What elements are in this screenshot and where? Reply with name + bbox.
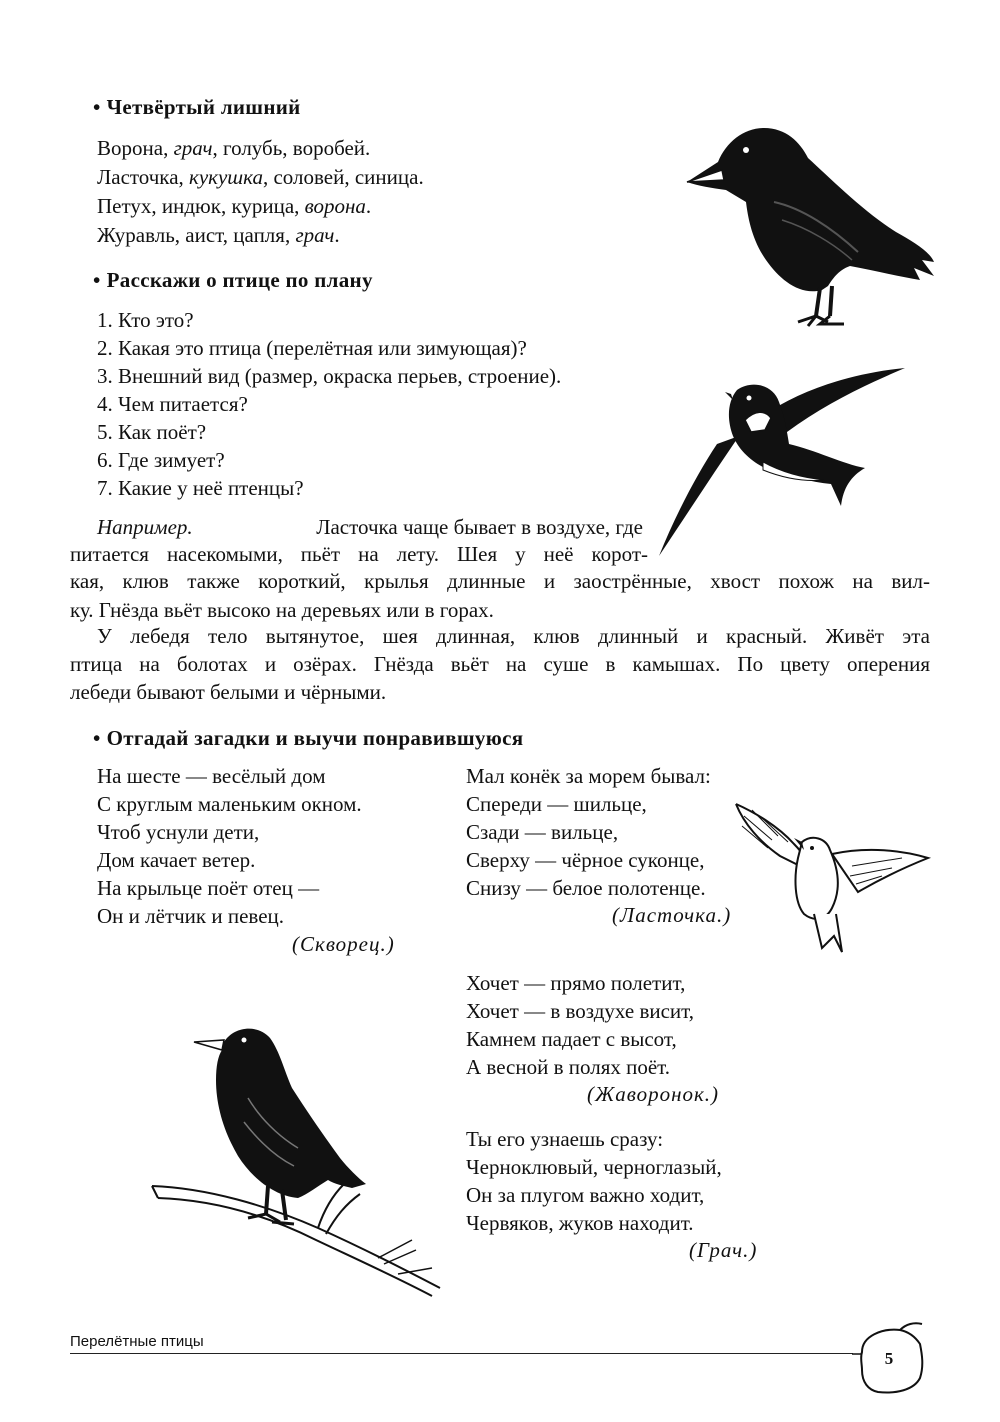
riddle-answer: (Скворец.) — [292, 932, 395, 956]
row-text: Журавль, аист, цапля, — [97, 223, 296, 247]
heading-text: Четвёртый лишний — [106, 95, 301, 119]
swallow-icon — [655, 366, 915, 561]
plan-item: 1. Кто это? — [97, 308, 194, 332]
odd-word: ворона — [304, 194, 366, 218]
riddle-line: На шесте — весёлый дом — [97, 764, 326, 788]
odd-one-out-row — [97, 163, 424, 191]
row-text: Ворона, — [97, 136, 174, 160]
riddle-answer: (Грач.) — [689, 1238, 758, 1262]
starling-on-branch-icon — [148, 1018, 448, 1298]
bullet: • — [93, 268, 101, 292]
example-line-2: питается насекомыми, пьёт на лету. Шея у неё корот- — [70, 542, 648, 566]
odd-one-out-row — [97, 134, 370, 162]
riddle-line: Он за плугом важно ходит, — [466, 1183, 705, 1207]
heading-bird-plan — [93, 268, 373, 293]
heading-fourth-odd — [93, 95, 301, 120]
riddle-line: Снизу — белое полотенце. — [466, 876, 706, 900]
riddle-line: С круглым маленьким окном. — [97, 792, 362, 816]
bullet: • — [93, 726, 101, 750]
footer-title: Перелётные птицы — [70, 1333, 204, 1350]
riddle-line: На крыльце поёт отец — — [97, 876, 320, 900]
riddle-line: Чтоб уснули дети, — [97, 820, 260, 844]
riddle-line: Сзади — вильце, — [466, 820, 619, 844]
row-text: , голубь, воробей. — [212, 136, 371, 160]
odd-word: кукушка — [189, 165, 263, 189]
riddle-line: Спереди — шильце, — [466, 792, 647, 816]
row-text: , соловей, синица. — [262, 165, 424, 189]
riddle-line: Черноклювый, черноглазый, — [466, 1155, 722, 1179]
row-text: Петух, индюк, курица, — [97, 194, 305, 218]
example-line-4: ку. Гнёзда вьёт высоко на деревьях или в горах. — [70, 598, 494, 622]
riddle-line: Он и лётчик и певец. — [97, 904, 285, 928]
plan-item: 5. Как поёт? — [97, 420, 207, 444]
riddle-line: Хочет — прямо полетит, — [466, 971, 686, 995]
riddle-line: Дом качает ветер. — [97, 848, 256, 872]
plan-item: 7. Какие у неё птенцы? — [97, 476, 304, 500]
riddle-line: Хочет — в воздухе висит, — [466, 999, 695, 1023]
riddle-line: Сверху — чёрное суконце, — [466, 848, 705, 872]
example-line-3: кая, клюв также короткий, крылья длинные и заострённые, хвост похож на вил- — [70, 569, 930, 593]
odd-one-out-row — [97, 192, 371, 220]
row-text: . — [334, 223, 340, 247]
heading-text: Отгадай загадки и выучи понравившуюся — [106, 726, 524, 750]
flying-bird-icon — [732, 796, 932, 956]
odd-word: грач — [173, 136, 213, 160]
example-label: Например. — [97, 515, 193, 539]
riddle-answer: (Ласточка.) — [612, 903, 732, 927]
riddle-line: Мал конёк за морем бывал: — [466, 764, 711, 788]
riddle-answer: (Жаворонок.) — [587, 1082, 720, 1106]
riddle-line: Червяков, жуков находит. — [466, 1211, 694, 1235]
riddle-line: Ты его узнаешь сразу: — [466, 1127, 664, 1151]
heading-riddles — [93, 726, 523, 751]
plan-item: 4. Чем питается? — [97, 392, 248, 416]
swan-line-1: У лебедя тело вытянутое, шея длинная, клюв длинный и красный. Живёт эта — [97, 624, 930, 648]
plan-item: 3. Внешний вид (размер, окраска перьев, строение). — [97, 364, 562, 388]
row-text: Ласточка, — [97, 165, 190, 189]
odd-word: грач — [295, 223, 335, 247]
row-text: . — [365, 194, 372, 218]
page-number: 5 — [884, 1349, 894, 1368]
odd-one-out-row — [97, 221, 340, 249]
heading-text: Расскажи о птице по плану — [106, 268, 373, 292]
example-text: Ласточка чаще бывает в воздухе, где — [316, 515, 643, 539]
bullet: • — [93, 95, 101, 119]
footer-rule — [70, 1353, 853, 1354]
swan-line-3: лебеди бывают белыми и чёрными. — [70, 680, 387, 704]
plan-item: 2. Какая это птица (перелётная или зимующая)? — [97, 336, 527, 360]
riddle-line: А весной в полях поёт. — [466, 1055, 671, 1079]
swan-line-2: птица на болотах и озёрах. Гнёзда вьёт на суше в камышах. По цвету оперения — [70, 652, 930, 676]
riddle-line: Камнем падает с высот, — [466, 1027, 677, 1051]
rook-icon — [682, 120, 942, 330]
example-line-1 — [97, 513, 643, 541]
plan-item: 6. Где зимует? — [97, 448, 225, 472]
